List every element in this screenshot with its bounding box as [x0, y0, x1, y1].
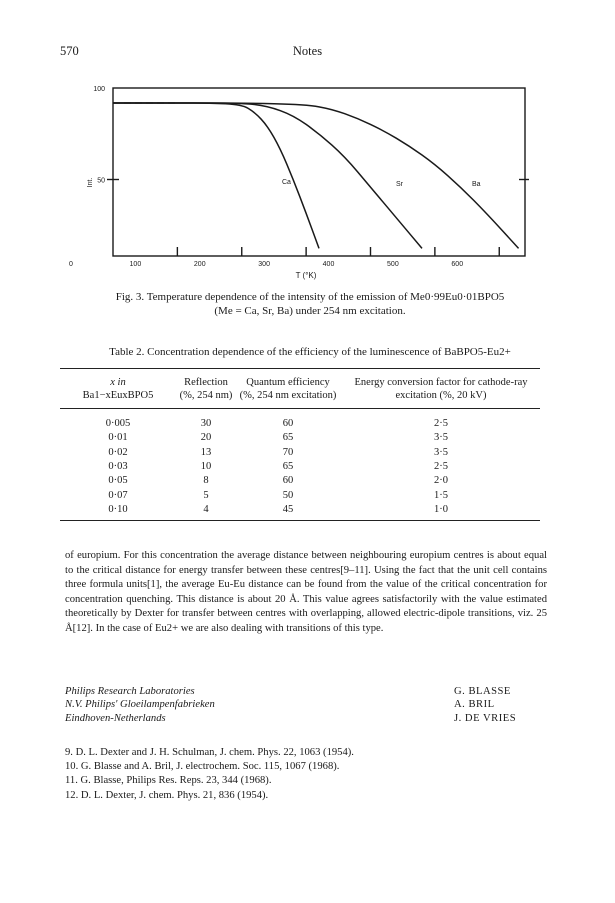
series-line-ba — [113, 103, 519, 248]
affiliation-line: N.V. Philips' Gloeilampenfabrieken — [65, 699, 215, 711]
x-tick-label: 0 — [69, 261, 73, 268]
header-energy-line1: Energy conversion factor for cathode-ray — [354, 377, 528, 388]
cell-reflection: 8 — [203, 475, 209, 487]
y-tick-label: 50 — [97, 177, 105, 185]
table-header-x — [68, 376, 168, 402]
y-axis-label: Int. — [87, 177, 94, 188]
y-tick-label: 100 — [93, 86, 105, 93]
table-header-energy — [336, 376, 546, 402]
plot-frame — [113, 88, 525, 256]
series-line-sr — [113, 103, 422, 248]
cell-quantum: 65 — [282, 432, 294, 444]
cell-quantum: 70 — [282, 446, 294, 458]
figure-caption-line2: (Me = Ca, Sr, Ba) under 254 nm excitation. — [214, 305, 406, 317]
cell-energy: 1·5 — [434, 489, 448, 501]
author: J. DE VRIES — [454, 712, 517, 724]
affiliation — [65, 685, 215, 725]
affiliation-line: Philips Research Laboratories — [65, 686, 195, 697]
header-quantum-line2: (%, 254 nm excitation) — [239, 390, 337, 401]
cell-x: 0·02 — [108, 446, 128, 458]
cell-x: 0·05 — [108, 475, 128, 487]
references — [65, 746, 354, 803]
header-x-line2: Ba1−xEuxBPO5 — [82, 390, 154, 401]
cell-quantum: 65 — [282, 460, 294, 472]
x-axis-label: T (°K) — [295, 271, 317, 280]
cell-reflection: 20 — [200, 432, 212, 444]
cell-energy: 2·5 — [434, 418, 448, 429]
series-label-ca: Ca — [282, 179, 291, 186]
reference-item: 11. G. Blasse, Philips Res. Reps. 23, 344 (1968). — [65, 775, 272, 787]
cell-energy: 1·0 — [434, 503, 448, 515]
cell-x: 0·03 — [108, 460, 128, 472]
series-label-ba: Ba — [472, 181, 481, 188]
cell-reflection: 10 — [200, 460, 212, 472]
cell-quantum: 50 — [282, 489, 294, 501]
cell-quantum: 60 — [282, 418, 294, 429]
authors — [454, 685, 516, 725]
x-tick-label: 200 — [193, 261, 206, 268]
x-tick-label: 100 — [129, 261, 142, 268]
series-label-sr: Sr — [396, 181, 403, 188]
table-header-rule — [60, 408, 540, 409]
reference-item: 12. D. L. Dexter, J. chem. Phys. 21, 836 (1954). — [65, 789, 269, 801]
temperature-dependence-chart — [0, 0, 615, 290]
x-tick-label: 300 — [258, 261, 270, 268]
cell-quantum: 60 — [282, 475, 294, 487]
cell-quantum: 45 — [282, 503, 294, 515]
header-energy-line2: excitation (%, 20 kV) — [395, 390, 487, 401]
page-number: 570 — [60, 44, 79, 58]
reference-item: 9. D. L. Dexter and J. H. Schulman, J. chem. Phys. 22, 1063 (1954). — [65, 747, 354, 758]
running-head: Notes — [292, 44, 323, 58]
table-bottom-rule — [60, 520, 540, 521]
cell-reflection: 30 — [200, 418, 212, 429]
author: G. BLASSE — [454, 686, 511, 697]
cell-x: 0·01 — [108, 432, 128, 444]
x-tick-label: 500 — [387, 261, 399, 268]
header-x-line1: x in — [110, 377, 126, 388]
header-reflection-line1: Reflection — [184, 377, 228, 388]
cell-energy: 3·5 — [434, 446, 448, 458]
cell-energy: 2·0 — [434, 475, 448, 487]
affiliation-line: Eindhoven-Netherlands — [65, 712, 166, 724]
series-line-ca — [113, 103, 319, 248]
x-tick-label: 600 — [451, 261, 464, 268]
cell-x: 0·10 — [108, 503, 128, 515]
cell-x: 0·07 — [108, 489, 128, 501]
cell-energy: 2·5 — [434, 460, 448, 472]
header-reflection-line2: (%, 254 nm) — [179, 390, 233, 401]
author: A. BRIL — [454, 699, 495, 711]
body-paragraph: of europium. For this concentration the average distance between neighbouring europium centres is about equal to the critical distance for energy transfer between these centres[9–11]. Using the fact that the unit cell contains three formula units[1], the average Eu-Eu distance can be found from the value of the critical concentration for concentration quenching. This distance is about 20 Å. This value agrees satisfactorily with the value estimated theoretically by Dexter for transfer between centres with overlapping, allowed electric-dipole transitions, viz. 25 Å[12]. In the case of Eu2+ we are also dealing with transitions of this type. — [65, 550, 547, 634]
cell-reflection: 13 — [200, 446, 212, 458]
x-tick-label: 400 — [322, 261, 335, 268]
table-caption: Table 2. Concentration dependence of the efficiency of the luminescence of BaBPO5-Eu2+ — [109, 346, 511, 358]
table-top-rule — [60, 368, 540, 369]
figure-caption-line1: Fig. 3. Temperature dependence of the intensity of the emission of Me0·99Eu0·01BPO5 — [115, 291, 505, 303]
figure-caption — [60, 290, 560, 318]
cell-energy: 3·5 — [434, 432, 448, 444]
reference-item: 10. G. Blasse and A. Bril, J. electrochem. Soc. 115, 1067 (1968). — [65, 761, 340, 773]
header-quantum-line1: Quantum efficiency — [246, 377, 330, 388]
cell-x: 0·005 — [105, 418, 131, 429]
cell-reflection: 5 — [203, 489, 209, 501]
cell-reflection: 4 — [203, 503, 209, 515]
